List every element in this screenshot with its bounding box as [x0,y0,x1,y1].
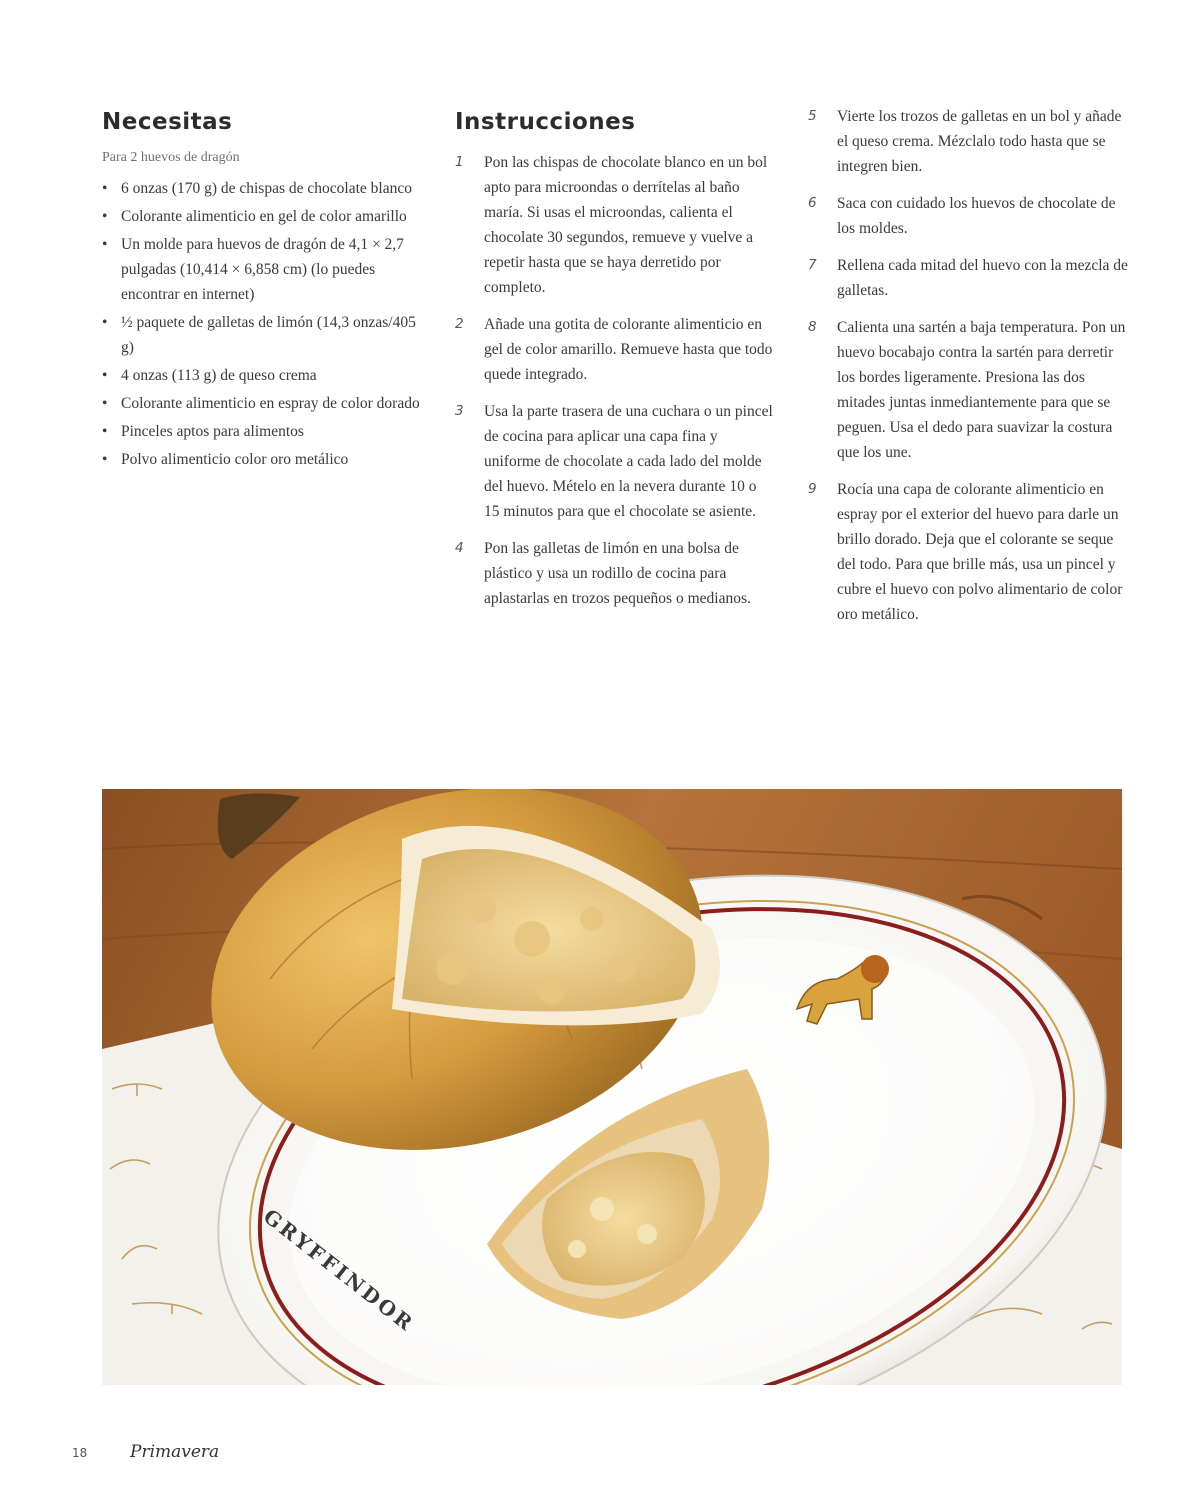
section-name: Primavera [130,1442,220,1462]
ingredient-item: • Pinceles aptos para alimentos [102,419,422,444]
instruction-step [808,104,1128,179]
ingredient-item: • Polvo alimenticio color oro metálico [102,447,422,472]
instruction-step [808,191,1128,241]
recipe-photo [102,789,1122,1385]
step-text: Pon las galletas de limón en una bolsa de plástico y usa un rodillo de cocina para aplastarlas en trozos pequeños o medianos. [484,540,751,607]
page-number: 18 [72,1446,88,1460]
instruction-step [455,312,775,387]
step-number: 4 [455,540,464,556]
ingredients-section [102,100,422,475]
instructions-list [455,150,775,611]
instructions-list-continued [808,104,1128,627]
instructions-continued [808,104,1128,639]
step-text: Usa la parte trasera de una cuchara o un pincel de cocina para aplicar una capa fina y uniforme de chocolate a cada lado del molde del huevo. Mételo en la nevera durante 10 o 15 minutos para que el chocolate se asiente. [484,403,773,520]
ingredient-item: • Un molde para huevos de dragón de 4,1 × 2,7 pulgadas (10,414 × 6,858 cm) (lo puedes encontrar en internet) [102,232,422,307]
instruction-step [808,315,1128,465]
yield-text: Para 2 huevos de dragón [102,150,240,165]
photo-illustration [102,789,1122,1385]
ingredient-item: • 4 onzas (113 g) de queso crema [102,363,422,388]
instructions-title: Instrucciones [455,109,636,135]
step-text: Rellena cada mitad del huevo con la mezcla de galletas. [837,257,1128,299]
ingredient-item: • Colorante alimenticio en gel de color amarillo [102,204,422,229]
step-number: 1 [455,154,464,170]
step-text: Rocía una capa de colorante alimenticio en espray por el exterior del huevo para darle un brillo dorado. Deja que el colorante se seque del todo. Para que brille más, usa un pincel y cubre el huevo con polvo alimentario de color oro metálico. [837,481,1123,623]
ingredients-list [102,176,422,472]
instruction-step [808,477,1128,627]
step-number: 8 [808,319,817,335]
step-number: 7 [808,257,817,273]
step-text: Pon las chispas de chocolate blanco en un bol apto para microondas o derrítelas al baño maría. Si usas el microondas, calienta el chocolate 30 segundos, remueve y vuelve a repetir hasta que se haya derretido por completo. [484,154,768,296]
ingredient-item: • 6 onzas (170 g) de chispas de chocolate blanco [102,176,422,201]
step-text: Vierte los trozos de galletas en un bol y añade el queso crema. Mézclalo todo hasta que se integren bien. [837,108,1122,175]
step-text: Añade una gotita de colorante alimenticio en gel de color amarillo. Remueve hasta que todo quede integrado. [484,316,773,383]
step-text: Saca con cuidado los huevos de chocolate de los moldes. [837,195,1116,237]
step-number: 9 [808,481,817,497]
instruction-step [455,536,775,611]
step-text: Calienta una sartén a baja temperatura. Pon un huevo bocabajo contra la sartén para derretir los bordes ligeramente. Presiona las dos mitades juntas inmediantemente para que se peguen. Usa el dedo para suavizar la costura que los une. [837,319,1126,461]
step-number: 5 [808,108,817,124]
instruction-step [455,150,775,300]
ingredient-item: • ½ paquete de galletas de limón (14,3 onzas/405 g) [102,310,422,360]
instructions-section [455,100,775,623]
ingredients-title: Necesitas [102,109,233,135]
step-number: 2 [455,316,464,332]
instruction-step [455,399,775,524]
instruction-step [808,253,1128,303]
step-number: 3 [455,403,464,419]
ingredient-item: • Colorante alimenticio en espray de color dorado [102,391,422,416]
step-number: 6 [808,195,817,211]
plate-text: GRYFFINDOR [258,1204,420,1337]
